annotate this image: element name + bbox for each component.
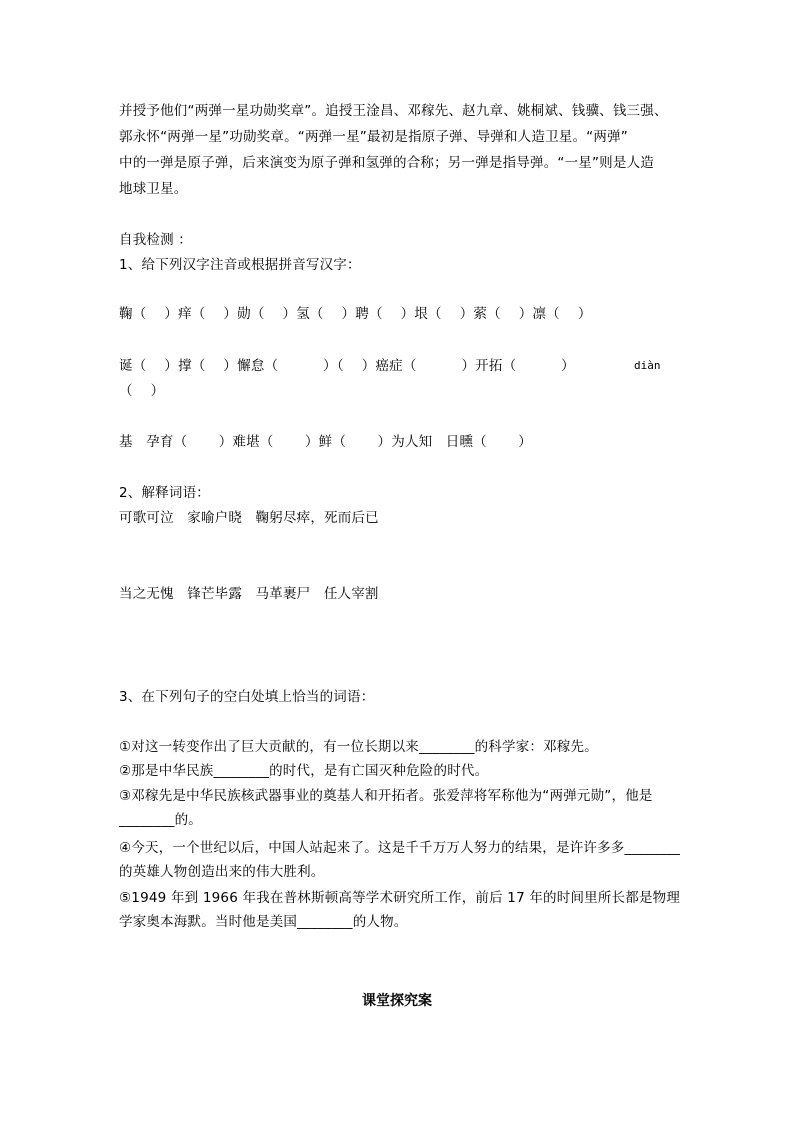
question-3-sentence-5: ⑤1949 年到 1966 年我在普林斯顿高等学术研究所工作，前后 17 年的时间里所长都是物理 bbox=[119, 890, 681, 906]
intro-line-3: 中的一弹是原子弹，后来演变为原子弹和氢弹的合称；另一弹是指导弹。“一星”则是人造 bbox=[119, 155, 654, 171]
question-3-sentence-3-cont: ________的。 bbox=[119, 812, 202, 828]
question-3-sentence-4: ④今天，一个世纪以后，中国人站起来了。这是千千万万人努力的结果，是许许多多________ bbox=[119, 840, 681, 856]
self-check-title: 自我检测 ： bbox=[119, 232, 192, 248]
question-3-sentence-4-cont: 的英雄人物创造出来的伟大胜利。 bbox=[119, 864, 325, 880]
question-1-row-3: 基 孕育（ ）难堪（ ）鲜（ ）为人知 日曛（ ） bbox=[119, 434, 533, 450]
question-2-row-2: 当之无愧 锋芒毕露 马革裹尸 任人宰割 bbox=[119, 586, 379, 602]
intro-line-1: 并授予他们“两弹一星功勋奖章”。追授王淦昌、邓稼先、赵九章、姚桐斌、钱骥、钱三强、 bbox=[119, 103, 668, 119]
question-1-row-1: 鞠（ ）痒（ ）勋（ ）氢（ ）聘（ ）垠（ ）萦（ ）凛（ ） bbox=[119, 306, 592, 322]
question-2-title: 2、解释词语： bbox=[119, 485, 210, 501]
question-1-row-2: 诞（ ）撑（ ）懈怠（ ）（ ）癌症（ ）开拓（ ） bbox=[119, 358, 575, 374]
section-heading: 课堂探究案 bbox=[362, 993, 432, 1009]
question-3-sentence-5-cont: 学家奥本海默。当时他是美国________的人物。 bbox=[119, 914, 408, 930]
question-3-title: 3、在下列句子的空白处填上恰当的词语： bbox=[119, 689, 375, 705]
intro-line-2: 郭永怀“两弹一星”功勋奖章。“两弹一星”最初是指原子弹、导弹和人造卫星。“两弹” bbox=[119, 129, 628, 145]
question-3-sentence-3: ③邓稼先是中华民族核武器事业的奠基人和开拓者。张爱萍将军称他为“两弹元勋”，他是 bbox=[119, 788, 653, 804]
question-1-title: 1、给下列汉字注音或根据拼音写汉字： bbox=[119, 257, 361, 273]
question-3-sentence-1: ①对这一转变作出了巨大贡献的，有一位长期以来________的科学家：邓稼先。 bbox=[119, 739, 598, 755]
question-1-row-2-cont: （ ） bbox=[119, 383, 165, 399]
question-2-row-1: 可歌可泣 家喻户晓 鞠躬尽瘁，死而后已 bbox=[119, 510, 379, 526]
question-3-sentence-2: ②那是中华民族________的时代，是有亡国灭种危险的时代。 bbox=[119, 763, 489, 779]
pinyin-prompt: diàn bbox=[634, 359, 661, 372]
intro-line-4: 地球卫星。 bbox=[119, 181, 188, 197]
